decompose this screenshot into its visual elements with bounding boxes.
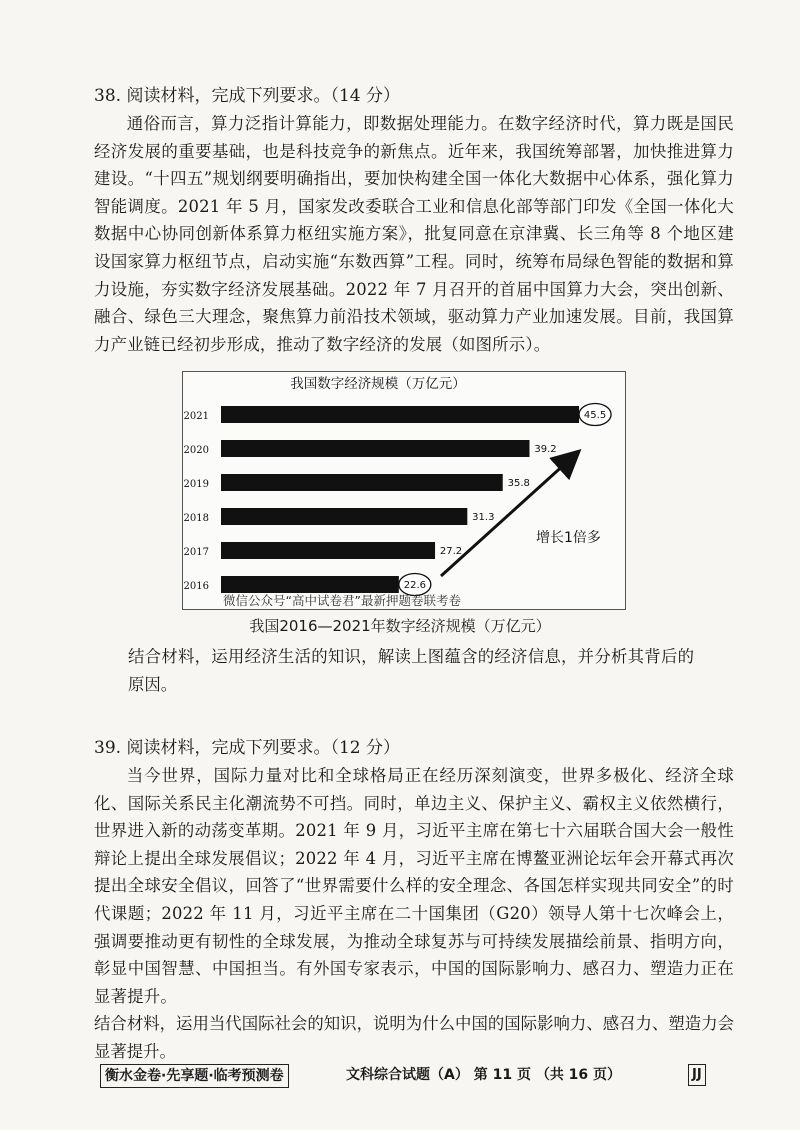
value-label-2019: 35.8 [507,478,530,489]
bar-chart-svg [183,372,625,609]
y-tick-label-2019: 2019 [183,479,209,490]
bar-2017 [221,542,435,559]
value-label-2017: 27.2 [439,546,463,557]
bar-2018 [221,508,467,525]
question-38-title: 38. 阅读材料，完成下列要求。（14 分） [94,86,400,106]
question-39-material: 当今世界，国际力量对比和全球格局正在经历深刻演变，世界多极化、经济全球化、国际关系民主化潮流势不可挡。同时，单边主义、保护主义、霸权主义依然横行，世界进入新的动荡变革期。2021 年 9 月，习近平主席在第七十六届联合国大会一般性辩论上提出全球发展倡议；2022 年 4 月，习近平主席在博鳌亚洲论坛年会开幕式再次提出全球安全倡议，回答了“世界需要什么样的安全理念、各国怎样实现共同安全”的时代课题；2022 年 11 月，习近平主席在二十国集团（G20）领导人第十七次峰会上，强调要推动更有韧性的全球发展，为推动全球复苏与可持续发展描绘前景、指明方向，彰显中国智慧、中国担当。有外国专家表示，中国的国际影响力、感召力、塑造力正在显著提升。 [94,766,734,1006]
question-38 [94,82,734,358]
question-38-material: 通俗而言，算力泛指计算能力，即数据处理能力。在数字经济时代，算力既是国民经济发展的重要基础，也是科技竞争的新焦点。近年来，我国统筹部署，加快推进算力建设。“十四五”规划纲要明确指出，要加快构建全国一体化大数据中心体系，强化算力智能调度。2021 年 5 月，国家发改委联合工业和信息化部等部门印发《全国一体化大数据中心协同创新体系算力枢纽实施方案》，批复同意在京津冀、长三角等 8 个地区建设国家算力枢纽节点，启动实施“东数西算”工程。同时，统筹布局绿色智能的数据和算力设施，夯实数字经济发展基础。2022 年 7 月召开的首届中国算力大会，突出创新、融合、绿色三大理念，聚焦算力前沿技术领域，驱动算力产业加速发展。目前，我国算力产业链已经初步形成，推动了数字经济的发展（如图所示）。 [94,114,734,354]
watermark-text: 微信公众号“高中试卷君”最新押题卷联考卷 [223,593,461,608]
chart-title: 我国数字经济规模（万亿元） [290,376,466,392]
bar-2021 [221,406,579,423]
bar-2019 [221,474,503,491]
footer-exam-info: 文科综合试题（A） 第 11 页 （共 16 页） [346,1067,622,1083]
chart-caption: 我国2016—2021年数字经济规模（万亿元） [249,617,551,635]
question-39 [94,734,734,1066]
question-39-title: 39. 阅读材料，完成下列要求。（12 分） [94,738,400,758]
y-tick-label-2017: 2017 [183,547,209,558]
footer-series: 衡水金卷·先享题·临考预测卷 [100,1064,289,1088]
value-label-2020: 39.2 [534,444,557,455]
y-tick-label-2018: 2018 [183,513,209,524]
bar-2020 [221,440,529,457]
y-tick-label-2016: 2016 [183,581,209,592]
question-39-task: 结合材料，运用当代国际社会的知识，说明为什么中国的国际影响力、感召力、塑造力会显著提升。 [94,1014,734,1061]
value-label-2018: 31.3 [472,512,495,523]
bar-2016 [221,576,399,593]
question-38-task: 结合材料，运用经济生活的知识，解读上图蕴含的经济信息，并分析其背后的原因。 [128,647,694,694]
growth-annotation: 增长1倍多 [536,530,601,546]
y-tick-label-2021: 2021 [183,411,209,422]
value-label-2021: 45.5 [583,410,607,421]
digital-economy-chart [182,371,626,610]
footer-code: JJ [688,1064,706,1086]
page-footer [100,1064,708,1088]
y-tick-label-2020: 2020 [183,445,209,456]
value-label-2016: 22.6 [403,580,426,591]
